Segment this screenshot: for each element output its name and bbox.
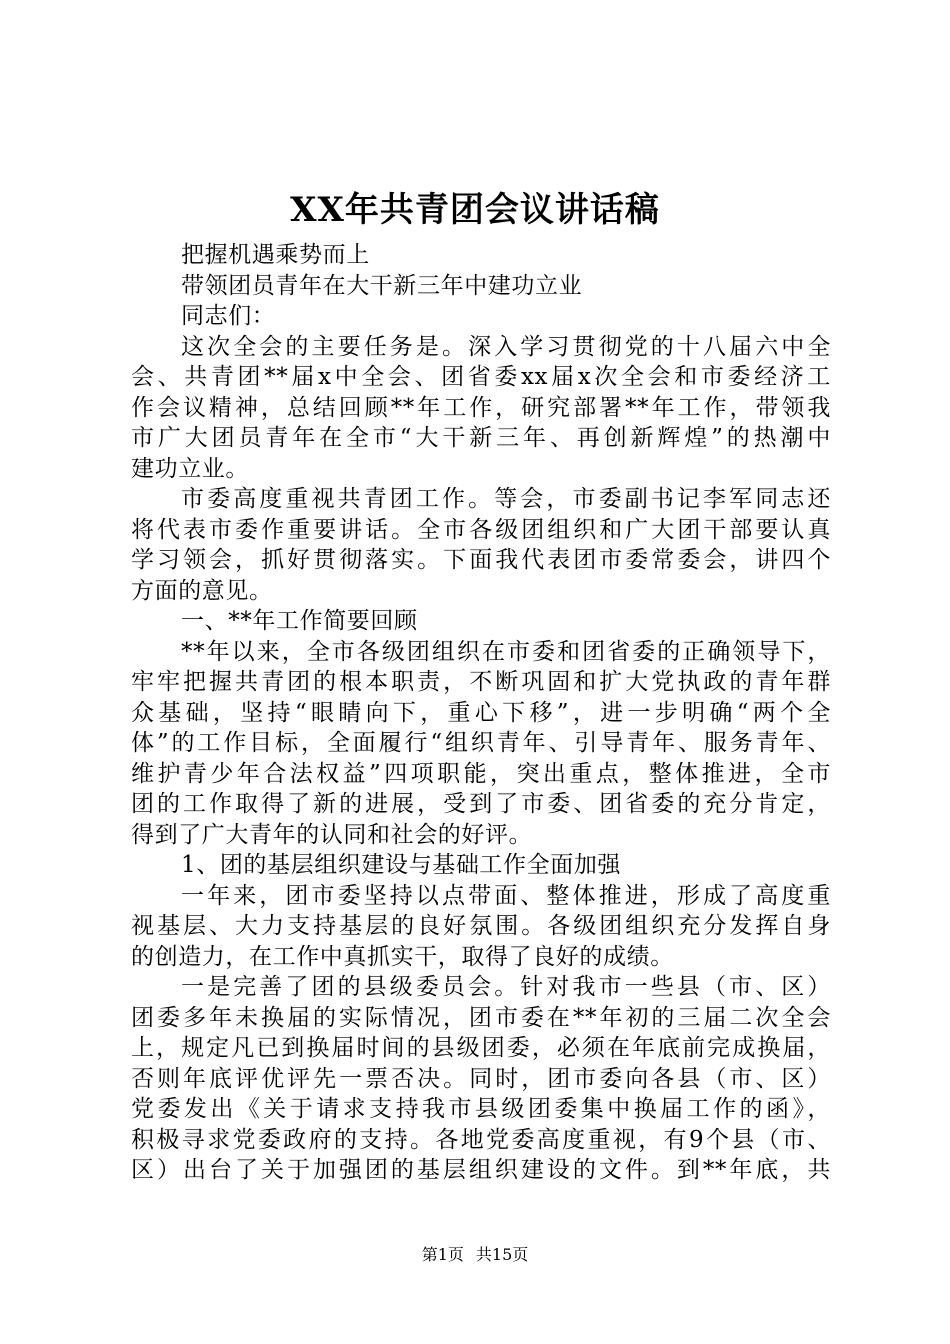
text-line: 团委多年未换届的实际情况，团市委在**年初的三届二次全会 [131,1004,831,1031]
text-line: 把握机遇乘势而上 [181,242,370,268]
text-line: 一、**年工作简要回顾 [181,608,418,634]
text-line: 否则年底评优评先一票否决。同时，团市委向各县（市、区） [131,1065,831,1092]
text-line: 1、团的基层组织建设与基础工作全面加强 [181,852,622,878]
text-line: 学习领会，抓好贯彻落实。下面我代表团市委常委会，讲四个 [131,547,831,573]
text-line: 维护青少年合法权益”四项职能，突出重点，整体推进，全市 [131,760,831,787]
page-number: 第1页 [421,1245,464,1264]
document-title: XX年共青团会议讲话稿 [290,190,660,230]
text-line: 将代表市委作重要讲话。全市各级团组织和广大团干部要认真 [131,516,831,543]
text-line: 一是完善了团的县级委员会。针对我市一些县（市、区） [181,974,831,1000]
text-line: 视基层、大力支持基层的良好氛围。各级团组织充分发挥自身 [131,913,831,939]
text-line: 带领团员青年在大干新三年中建功立业 [181,272,583,299]
text-line: **年以来，全市各级团组织在市委和团省委的正确领导下， [181,638,831,665]
text-line: 团的工作取得了新的进展，受到了市委、团省委的充分肯定， [131,791,831,817]
text-line: 同志们： [181,303,276,329]
text-line: 作会议精神，总结回顾**年工作，研究部署**年工作，带领我 [131,394,831,421]
text-line: 牢牢把握共青团的根本职责，不断巩固和扩大党执政的青年群 [131,669,831,695]
text-line: 党委发出《关于请求支持我市县级团委集中换届工作的函》， [131,1096,831,1122]
text-line: 这次全会的主要任务是。深入学习贯彻党的十八届六中全 [181,333,831,360]
text-line: 一年来，团市委坚持以点带面、整体推进，形成了高度重 [181,882,831,909]
text-line: 市委高度重视共青团工作。等会，市委副书记李军同志还 [181,486,831,512]
text-line: 体”的工作目标，全面履行“组织青年、引导青年、服务青年、 [131,730,831,756]
page-total: 共15页 [475,1245,529,1264]
document-body [131,240,831,1186]
text-line: 众基础，坚持“眼睛向下，重心下移”，进一步明确“两个全 [131,699,831,726]
text-line: 积极寻求党委政府的支持。各地党委高度重视，有9个县（市、 [131,1126,831,1153]
text-line: 得到了广大青年的认同和社会的好评。 [131,821,533,848]
page-footer [0,1245,950,1265]
text-line: 市广大团员青年在全市“大干新三年、再创新辉煌”的热潮中 [131,425,831,451]
text-line: 区）出台了关于加强团的基层组织建设的文件。到**年底，共 [131,1157,831,1183]
text-line: 上，规定凡已到换届时间的县级团委，必须在年底前完成换届， [131,1035,831,1061]
text-line: 建功立业。 [131,455,249,482]
text-line: 会、共青团**届x中全会、团省委xx届x次全会和市委经济工 [131,364,831,390]
text-line: 方面的意见。 [131,577,273,604]
text-line: 的创造力，在工作中真抓实干，取得了良好的成绩。 [131,943,674,970]
